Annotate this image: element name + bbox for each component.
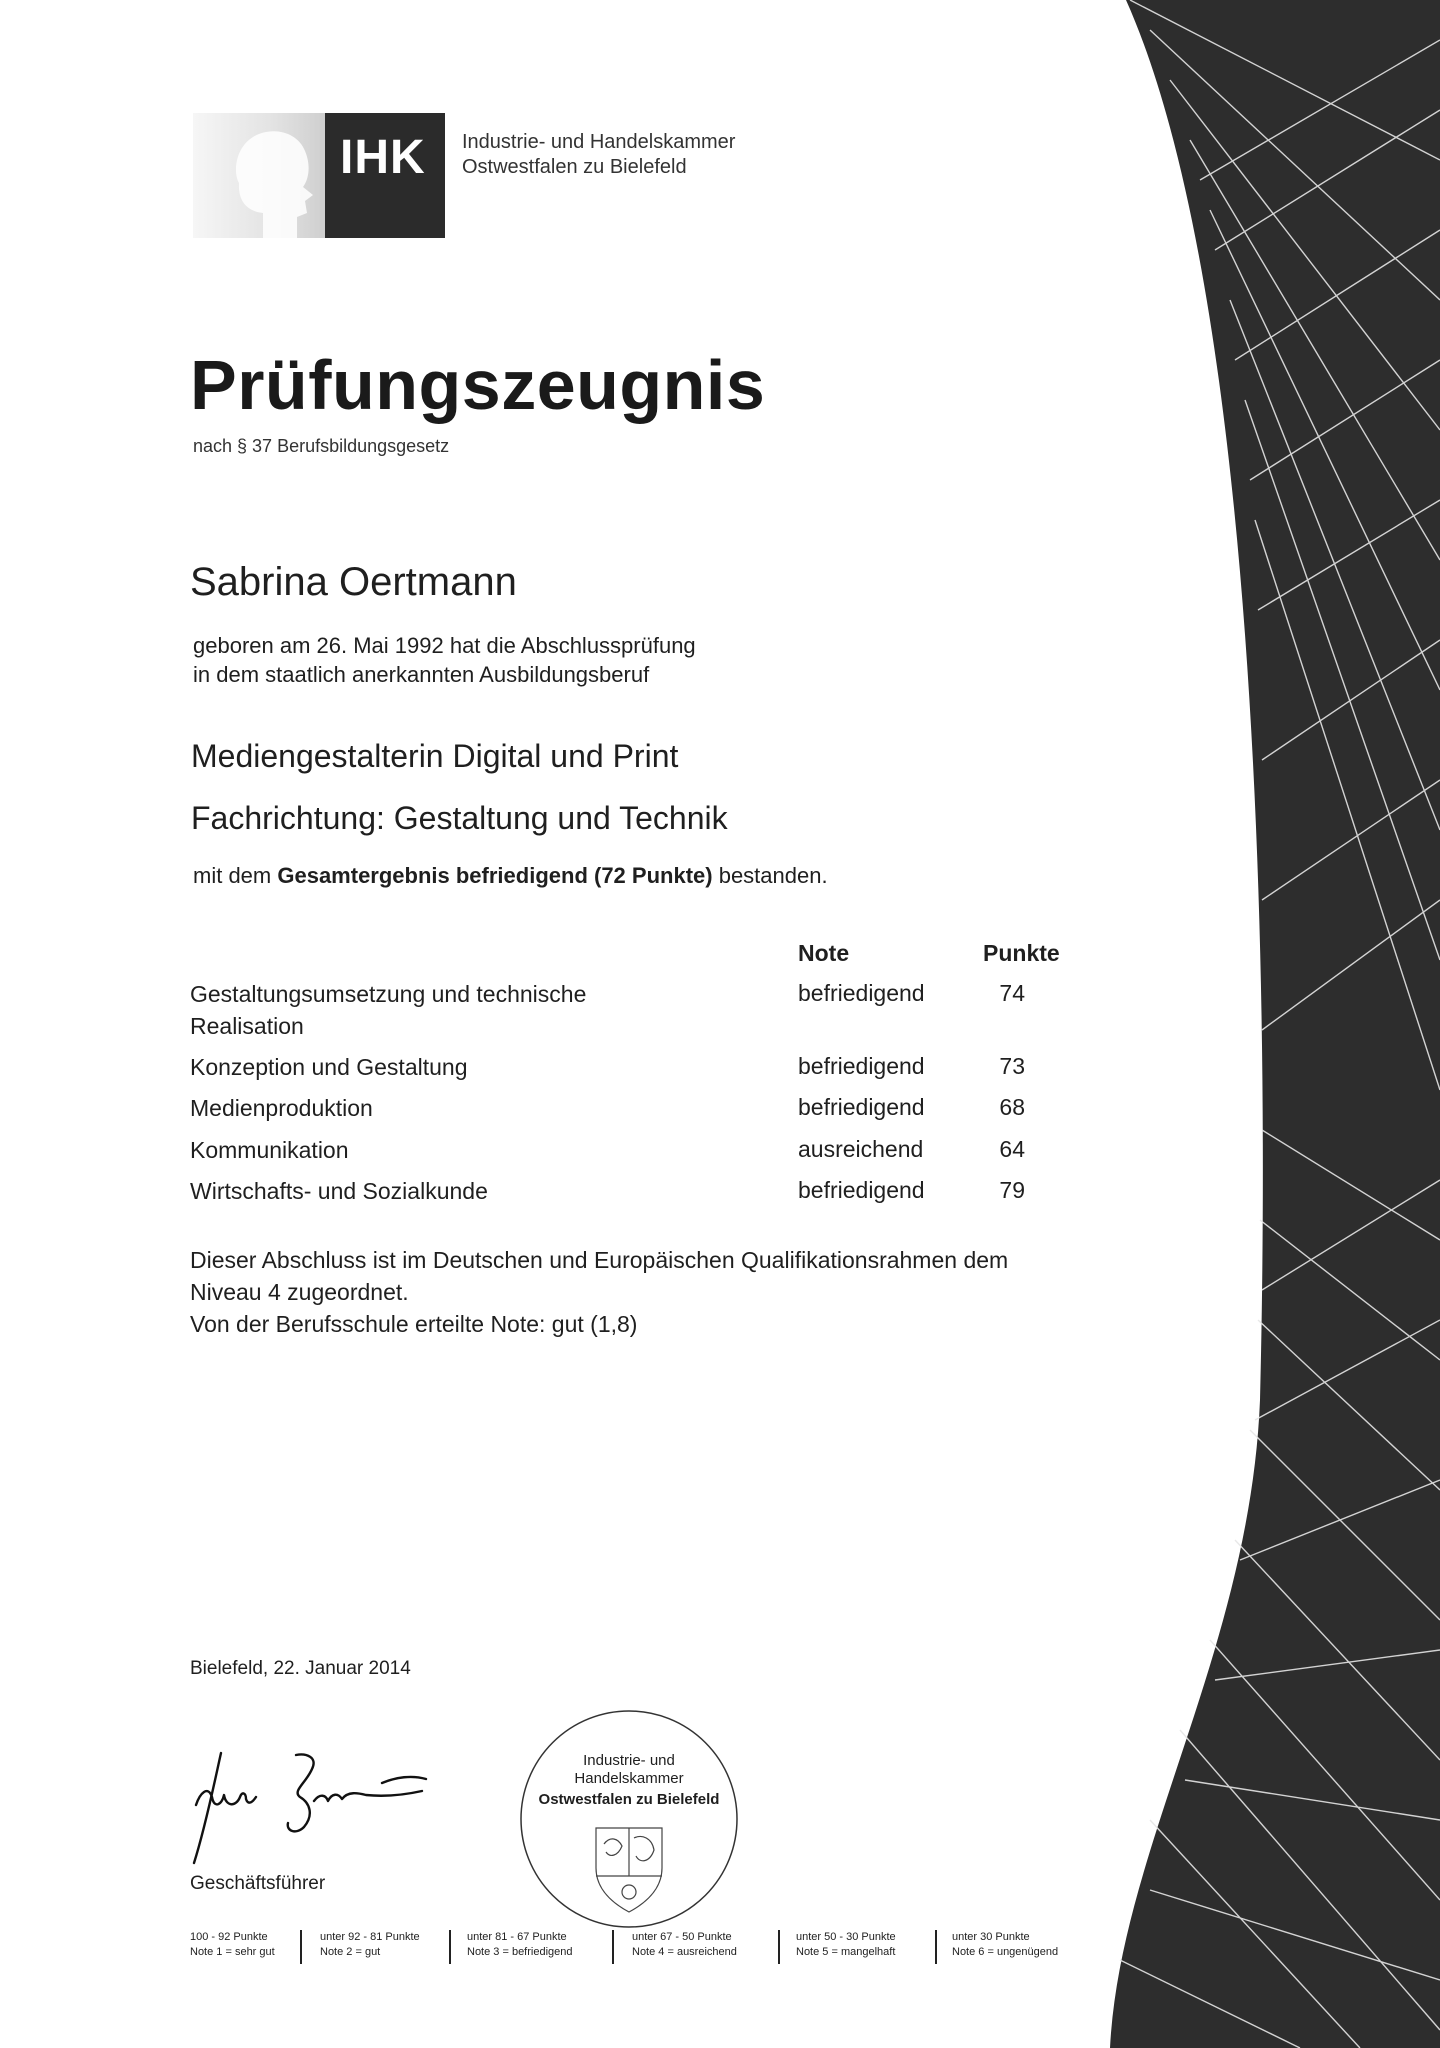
exam-line: in dem staatlich anerkannten Ausbildungsberuf bbox=[193, 662, 650, 687]
seal-text-line2: Handelskammer bbox=[574, 1770, 684, 1787]
result-suffix: bestanden. bbox=[712, 863, 828, 888]
official-seal bbox=[518, 1708, 740, 1930]
grade-row-subject: Konzeption und Gestaltung bbox=[190, 1054, 468, 1080]
grade-scale-grade: Note 3 = befriedigend bbox=[467, 1946, 573, 1958]
grade-scale-range: 100 - 92 Punkte bbox=[190, 1931, 268, 1943]
grade-scale-item bbox=[320, 1930, 460, 1960]
grade-row-note: befriedigend bbox=[798, 1053, 925, 1079]
grade-scale-divider bbox=[778, 1930, 780, 1964]
issuer-name-line1: Industrie- und Handelskammer bbox=[462, 131, 736, 153]
document-title: Prüfungszeugnis bbox=[190, 346, 766, 424]
grade-row-subject: Wirtschafts- und Sozialkunde bbox=[190, 1178, 488, 1204]
grade-scale-grade: Note 6 = ungenügend bbox=[952, 1946, 1059, 1958]
grade-scale-range: unter 50 - 30 Punkte bbox=[796, 1931, 896, 1943]
grade-row-subject: Medienproduktion bbox=[190, 1095, 373, 1121]
band-shape bbox=[1110, 0, 1440, 2048]
grade-scale-item bbox=[190, 1930, 330, 1960]
grade-row-points: 73 bbox=[999, 1053, 1025, 1079]
grade-row-points: 64 bbox=[999, 1136, 1025, 1162]
signatory-role: Geschäftsführer bbox=[190, 1873, 326, 1894]
seal-text-line1: Industrie- und bbox=[583, 1752, 675, 1769]
result-prefix: mit dem bbox=[193, 863, 278, 888]
grade-scale-range: unter 92 - 81 Punkte bbox=[320, 1931, 420, 1943]
grades-header-note: Note bbox=[798, 940, 850, 966]
grade-scale-grade: Note 5 = mangelhaft bbox=[796, 1946, 896, 1958]
remarks bbox=[190, 1244, 1060, 1340]
birth-line: geboren am 26. Mai 1992 hat die Abschlussprüfung bbox=[193, 633, 696, 658]
grade-scale-item bbox=[632, 1930, 772, 1960]
remarks-line1: Dieser Abschluss ist im Deutschen und Europäischen Qualifikationsrahmen dem bbox=[190, 1247, 1009, 1273]
grade-row-subject: Kommunikation bbox=[190, 1137, 349, 1163]
head-silhouette-icon bbox=[193, 113, 325, 238]
place-date: Bielefeld, 22. Januar 2014 bbox=[190, 1658, 411, 1679]
overall-result bbox=[193, 863, 828, 889]
seal-text-line3: Ostwestfalen zu Bielefeld bbox=[538, 1791, 720, 1808]
grade-scale-divider bbox=[449, 1930, 451, 1964]
grade-scale-divider bbox=[300, 1930, 302, 1964]
result-bold: Gesamtergebnis befriedigend (72 Punkte) bbox=[277, 863, 713, 888]
document-subtitle: nach § 37 Berufsbildungsgesetz bbox=[193, 436, 450, 456]
grade-scale-divider bbox=[612, 1930, 614, 1964]
coat-of-arms-icon bbox=[596, 1828, 662, 1912]
grade-scale-grade: Note 2 = gut bbox=[320, 1946, 381, 1958]
logo-text: IHK bbox=[340, 131, 426, 184]
grade-row-subject: Gestaltungsumsetzung und technische Realisation bbox=[190, 981, 587, 1039]
profession: Mediengestalterin Digital und Print bbox=[191, 738, 679, 774]
candidate-name: Sabrina Oertmann bbox=[190, 560, 517, 604]
signature bbox=[186, 1735, 486, 1865]
issuer-name-line2: Ostwestfalen zu Bielefeld bbox=[462, 156, 687, 178]
grade-row-points: 79 bbox=[999, 1177, 1025, 1203]
grade-scale-range: unter 30 Punkte bbox=[952, 1931, 1030, 1943]
grade-row-points: 68 bbox=[999, 1094, 1025, 1120]
grade-scale-item bbox=[467, 1930, 607, 1960]
grade-scale-divider bbox=[935, 1930, 937, 1964]
grade-row-points: 74 bbox=[999, 980, 1025, 1006]
grades-header-points: Punkte bbox=[983, 940, 1060, 966]
grade-row-note: ausreichend bbox=[798, 1136, 924, 1162]
grade-scale-grade: Note 4 = ausreichend bbox=[632, 1946, 737, 1958]
remarks-line2: Niveau 4 zugeordnet. bbox=[190, 1279, 409, 1305]
grade-scale-item bbox=[952, 1930, 1092, 1960]
grade-row-note: befriedigend bbox=[798, 1094, 925, 1120]
grade-scale-range: unter 67 - 50 Punkte bbox=[632, 1931, 732, 1943]
grade-row-note: befriedigend bbox=[798, 1177, 925, 1203]
remarks-line3: Von der Berufsschule erteilte Note: gut (1,8) bbox=[190, 1311, 638, 1337]
grade-row-note: befriedigend bbox=[798, 980, 925, 1006]
grade-scale-grade: Note 1 = sehr gut bbox=[190, 1946, 275, 1958]
grade-scale-range: unter 81 - 67 Punkte bbox=[467, 1931, 567, 1943]
grade-scale-item bbox=[796, 1930, 936, 1960]
specialty: Fachrichtung: Gestaltung und Technik bbox=[191, 800, 728, 836]
